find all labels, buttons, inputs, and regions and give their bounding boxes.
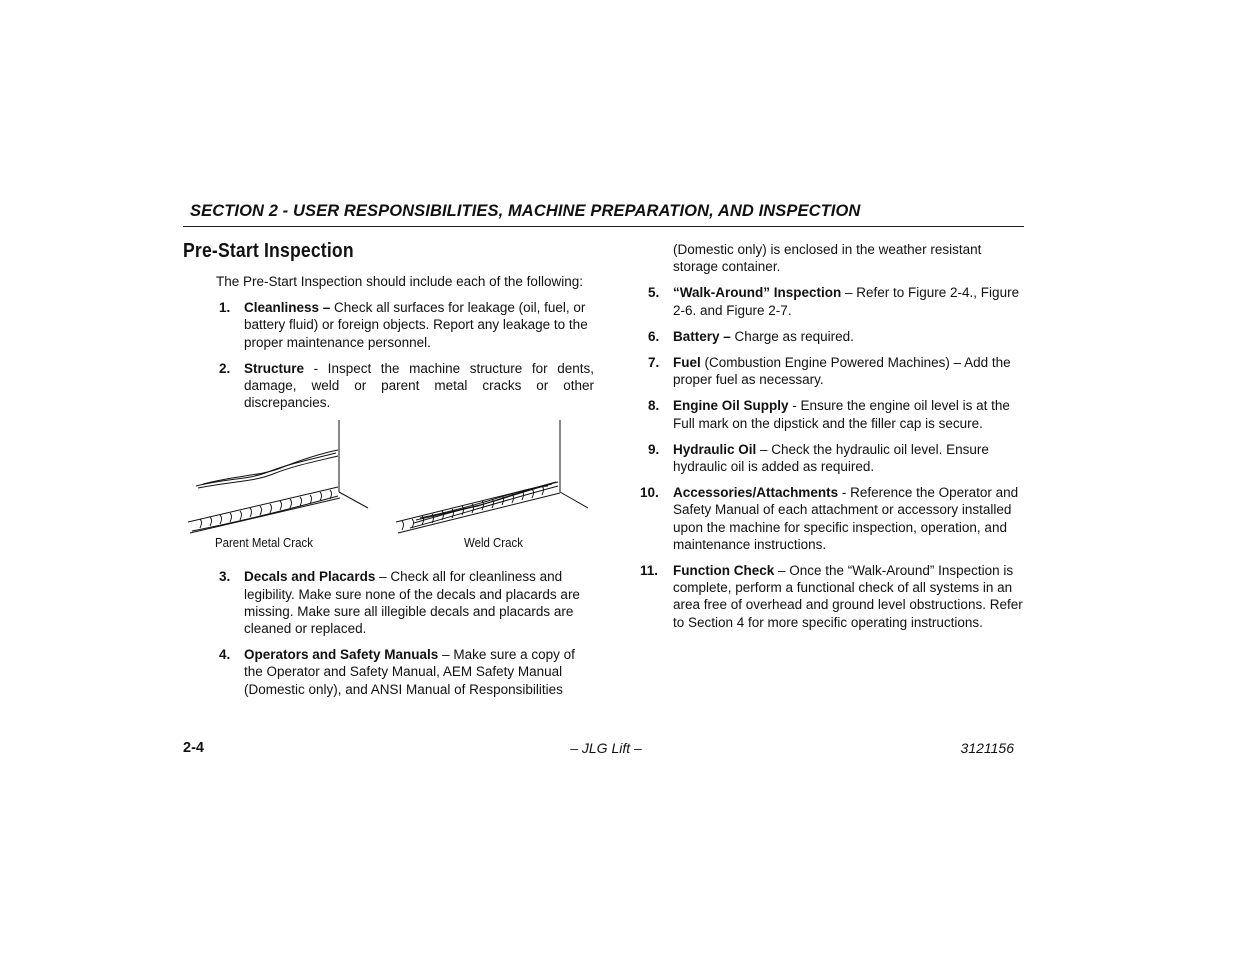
item-text: - Inspect the machine structure for dents, damage, weld or parent metal cracks or other discrepancies. (244, 360, 594, 411)
item-term: Battery – (673, 328, 731, 344)
crack-figure (188, 420, 588, 558)
list-item (640, 328, 1024, 345)
item-term: Function Check (673, 563, 775, 579)
list-item (640, 397, 1024, 431)
item-number: 7. (648, 355, 660, 371)
item-number: 10. (640, 485, 659, 501)
item-number: 5. (648, 285, 660, 301)
item-term: Structure (244, 360, 305, 376)
item-number: 3. (219, 569, 231, 585)
list-item (640, 484, 1024, 553)
item-term: Hydraulic Oil (673, 441, 757, 457)
item-number: 6. (648, 328, 660, 344)
item-term: Fuel (673, 355, 701, 371)
list-item (640, 562, 1024, 631)
list-item (640, 284, 1024, 318)
list-item (216, 360, 594, 412)
item-term: Cleanliness – (244, 300, 331, 316)
item-text: (Combustion Engine Powered Machines) – Add the proper fuel as necessary. (673, 355, 1011, 388)
item-term: Decals and Placards (244, 569, 376, 585)
item-text: - Reference the Operator and Safety Manual of each attachment or accessory installed upon the machine for specific inspection, operation, and maintenance instructions. (673, 485, 1019, 552)
item-text: – Make sure a copy of the Operator and Safety Manual, AEM Safety Manual (Domestic only), and ANSI Manual of Responsibilities (244, 647, 575, 697)
item-term: “Walk-Around” Inspection (673, 285, 842, 301)
list-item (640, 354, 1024, 388)
item-term: Operators and Safety Manuals (244, 647, 439, 663)
item-text: – Refer to Figure 2-4., Figure 2-6. and Figure 2-7. (673, 285, 1020, 318)
document-number: 3121156 (960, 740, 1014, 756)
item-number: 1. (219, 300, 231, 316)
footer-publisher: – JLG Lift – (570, 740, 642, 756)
page-number: 2-4 (183, 740, 204, 756)
item-text: – Check the hydraulic oil level. Ensure hydraulic oil is added as required. (673, 441, 989, 475)
item-text: - Ensure the engine oil level is at the Full mark on the dipstick and the filler cap is secure. (673, 398, 1010, 431)
item-number: 2. (219, 360, 231, 376)
item-term: Accessories/Attachments (673, 485, 839, 501)
item-text: Charge as required. (730, 328, 854, 344)
item-number: 11. (640, 563, 659, 579)
header-rule (183, 226, 1024, 227)
item-4-continued: (Domestic only) is enclosed in the weather resistant storage container. (673, 242, 982, 275)
section-header: SECTION 2 - USER RESPONSIBILITIES, MACHINE PREPARATION, AND INSPECTION (190, 202, 861, 220)
item-term: Engine Oil Supply (673, 398, 789, 414)
list-item (216, 299, 594, 351)
item-text: – Once the “Walk-Around” Inspection is complete, perform a functional check of all systems in an area free of overhead and ground level obstructions. Refer to Section 4 for more specific operating instructions. (673, 563, 1023, 630)
item-text: – Check all for cleanliness and legibility. Make sure none of the decals and placards are missing. Make sure all illegible decals and placards are cleaned or replaced. (244, 569, 580, 637)
figure-caption-weld-crack: Weld Crack (464, 535, 523, 551)
list-item (640, 441, 1024, 475)
item-number: 9. (648, 441, 660, 457)
item-number: 4. (219, 647, 231, 663)
figure-caption-parent-metal-crack: Parent Metal Crack (215, 535, 313, 551)
list-item (216, 568, 594, 637)
item-text: Check all surfaces for leakage (oil, fuel, or battery fluid) or foreign objects. Report any leakage to the proper maintenance personnel. (244, 300, 588, 350)
intro-paragraph: The Pre-Start Inspection should include each of the following: (216, 274, 583, 289)
left-column (216, 273, 594, 707)
page-title: Pre-Start Inspection (183, 240, 354, 262)
item-number: 8. (648, 398, 660, 414)
right-column (640, 241, 1024, 640)
list-item (216, 646, 594, 698)
